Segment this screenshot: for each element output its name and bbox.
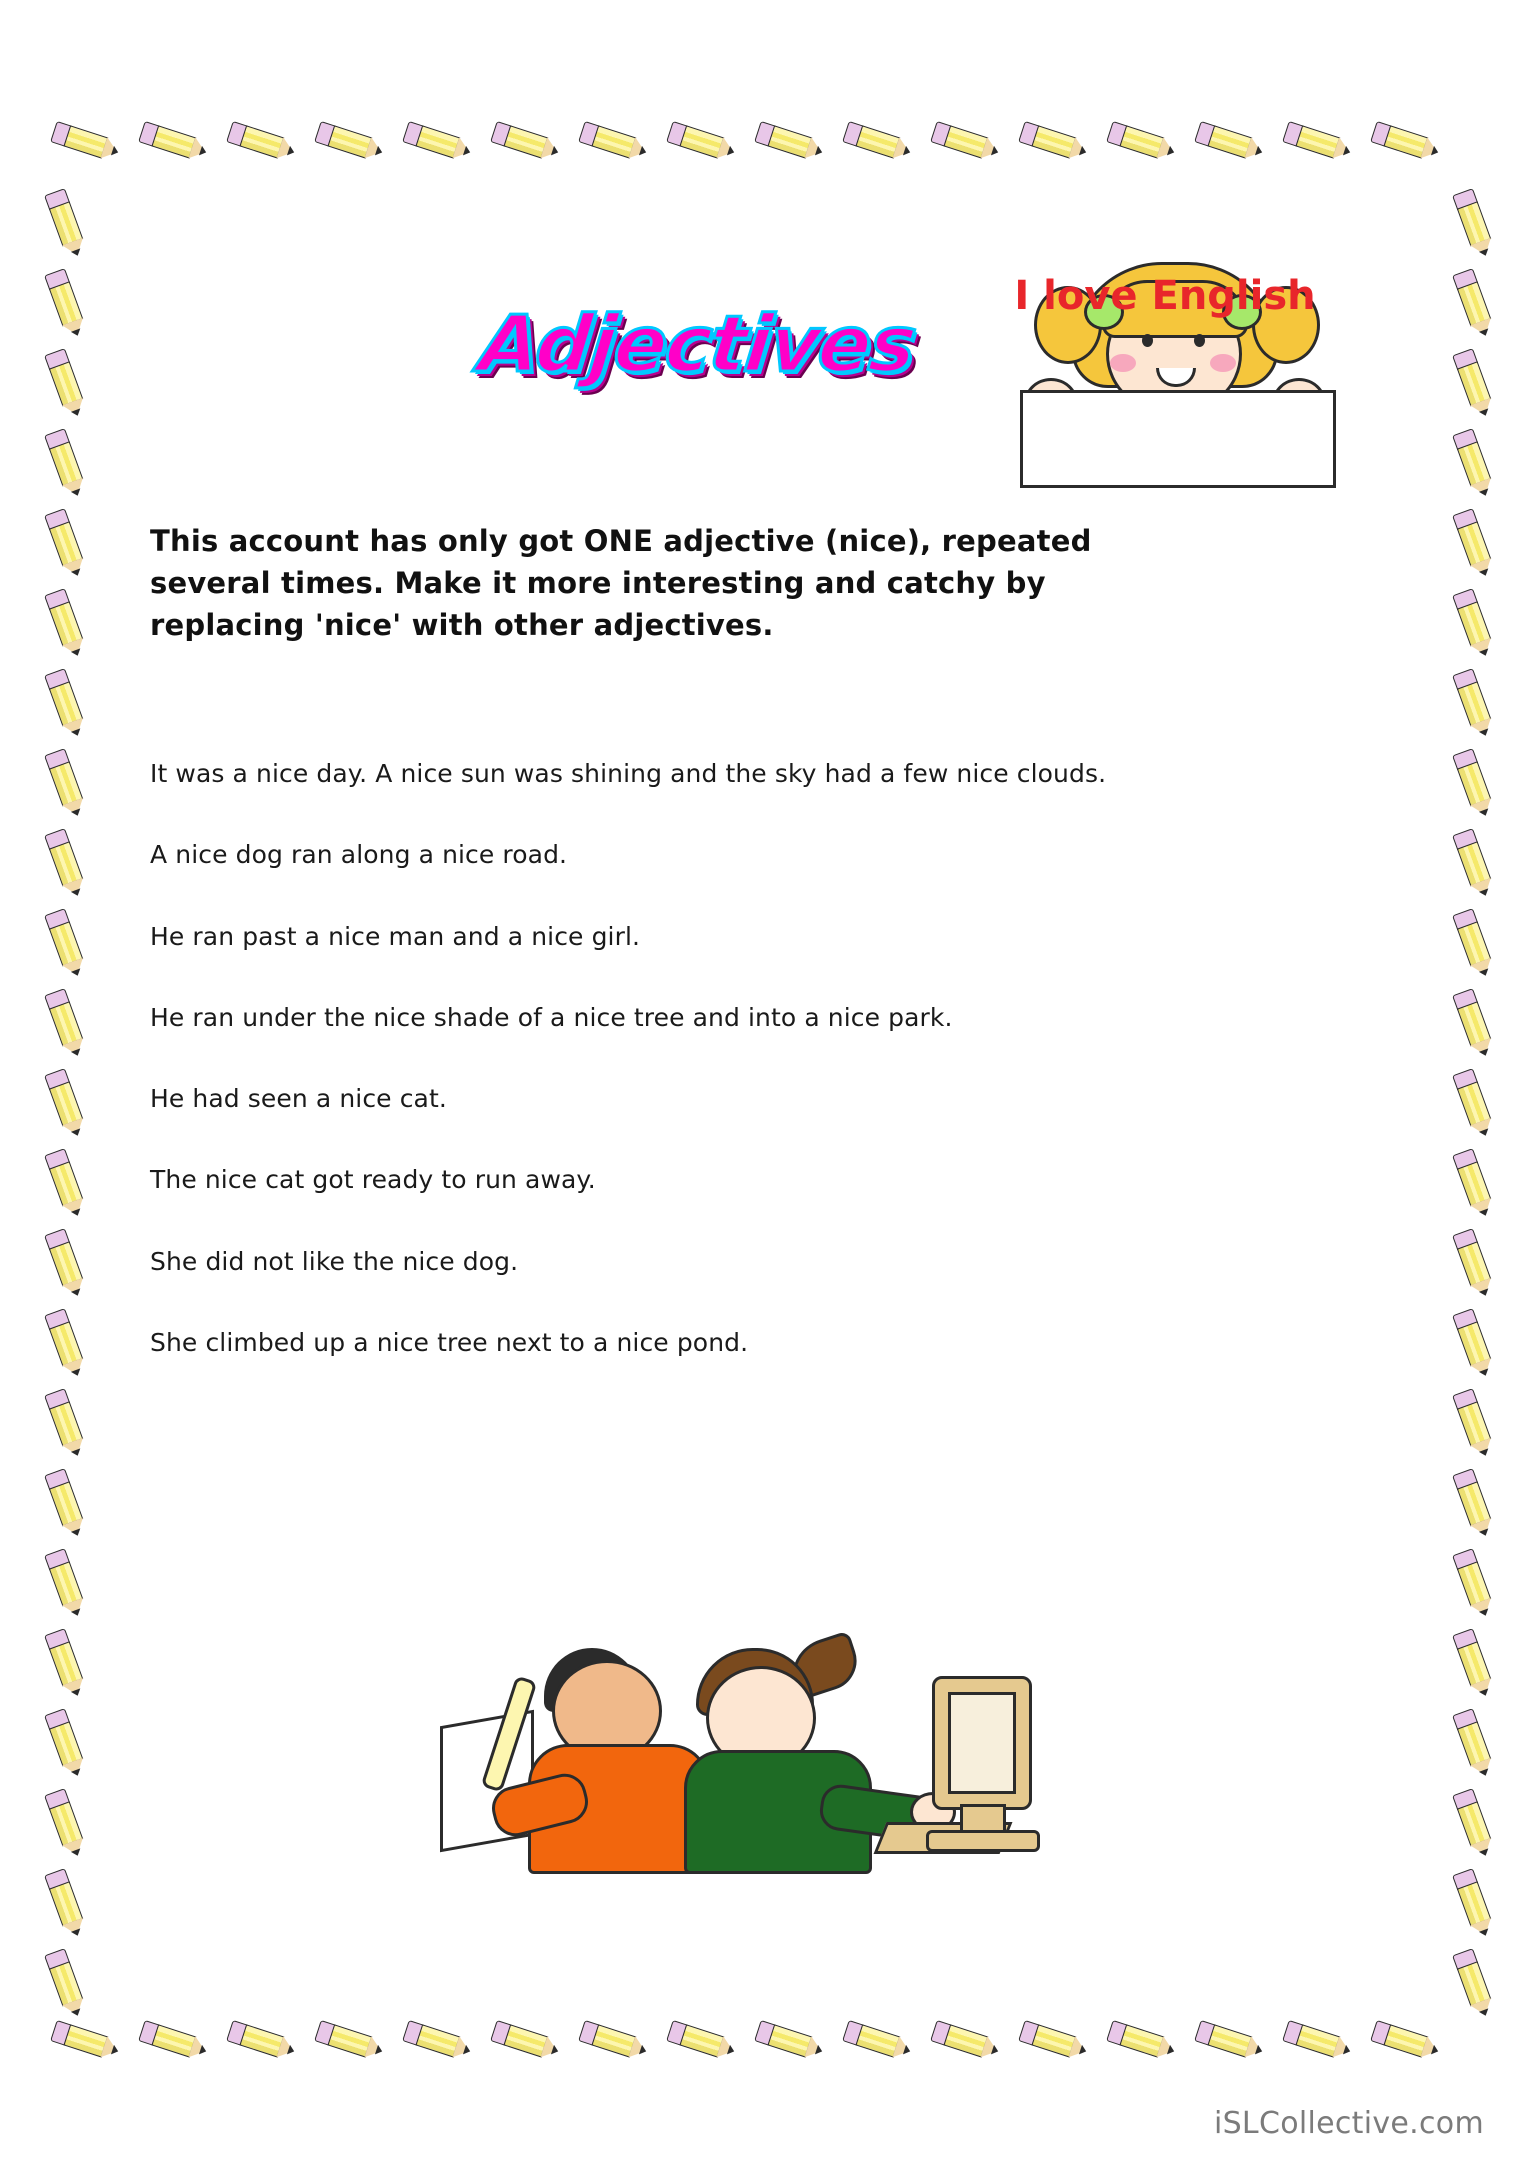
pencil-border-icon <box>1018 121 1084 161</box>
pencil-border-icon <box>1282 121 1348 161</box>
pencil-border-icon <box>44 268 86 334</box>
pencil-border-icon <box>44 428 86 494</box>
pencil-border-icon <box>1452 188 1494 254</box>
pencil-border-icon <box>44 748 86 814</box>
pencil-border-icon <box>842 2020 908 2060</box>
girl-mascot-illustration <box>1010 250 1340 510</box>
girl-sign-label: I love English <box>1014 273 1316 319</box>
pencil-border-icon <box>44 1468 86 1534</box>
pencil-border-icon <box>44 348 86 414</box>
pencil-border-icon <box>1194 121 1260 161</box>
pencil-border-icon <box>578 121 644 161</box>
sentence-line: He had seen a nice cat. <box>150 1084 447 1114</box>
girl-cheek-right <box>1210 354 1236 372</box>
monitor-base <box>926 1830 1040 1852</box>
pencil-border-icon <box>1452 508 1494 574</box>
pencil-border-icon <box>44 508 86 574</box>
girl-cheek-left <box>1110 354 1136 372</box>
pencil-border-icon <box>44 188 86 254</box>
pencil-border-icon <box>1452 1148 1494 1214</box>
pencil-border-icon <box>1106 121 1172 161</box>
pencil-border-icon <box>44 828 86 894</box>
pencil-border-icon <box>314 2020 380 2060</box>
pencil-border-icon <box>226 121 292 161</box>
pencil-border-icon <box>1452 828 1494 894</box>
girl-sign-board <box>1020 390 1336 488</box>
pencil-border-icon <box>44 1628 86 1694</box>
pencil-border-icon <box>666 2020 732 2060</box>
pencil-border-icon <box>666 121 732 161</box>
pencil-border-icon <box>1194 2020 1260 2060</box>
pencil-border-icon <box>50 2020 116 2060</box>
pencil-border-icon <box>226 2020 292 2060</box>
pencil-border-icon <box>44 1148 86 1214</box>
pencil-border-icon <box>44 1708 86 1774</box>
pencil-border-icon <box>1282 2020 1348 2060</box>
worksheet-content <box>150 250 1380 1408</box>
page-title: Adjectives <box>475 300 919 390</box>
pencil-border-icon <box>44 908 86 974</box>
pencil-border-icon <box>1452 1788 1494 1854</box>
monitor-screen <box>948 1692 1016 1794</box>
pencil-border-icon <box>1452 1308 1494 1374</box>
pencil-border-icon <box>1452 1628 1494 1694</box>
title-row <box>150 250 1380 510</box>
pencil-border-icon <box>1452 748 1494 814</box>
pencil-border-icon <box>754 121 820 161</box>
pencil-border-icon <box>1452 1548 1494 1614</box>
sentence-line: It was a nice day. A nice sun was shining and the sky had a few nice clouds. <box>150 759 1107 789</box>
pencil-border-icon <box>44 588 86 654</box>
pencil-border-icon <box>44 1788 86 1854</box>
pencil-border-icon <box>1452 908 1494 974</box>
pencil-border-icon <box>44 1388 86 1454</box>
pencil-border-icon <box>842 121 908 161</box>
pencil-border-icon <box>1452 1948 1494 2014</box>
kids-at-computer-illustration <box>440 1640 1060 1870</box>
pencil-border-icon <box>930 121 996 161</box>
pencil-border-icon <box>1370 121 1436 161</box>
pencil-border-icon <box>930 2020 996 2060</box>
sentence-list <box>150 758 1380 1358</box>
pencil-border-icon <box>578 2020 644 2060</box>
pencil-border-icon <box>1018 2020 1084 2060</box>
pencil-border-icon <box>402 2020 468 2060</box>
pencil-border-icon <box>1452 348 1494 414</box>
pencil-border-icon <box>402 121 468 161</box>
pencil-border-icon <box>1452 268 1494 334</box>
pencil-border-icon <box>490 121 556 161</box>
pencil-border-icon <box>44 1308 86 1374</box>
sentence-line: A nice dog ran along a nice road. <box>150 840 568 870</box>
pencil-border-icon <box>1452 1468 1494 1534</box>
pencil-border-icon <box>138 2020 204 2060</box>
pencil-border-icon <box>490 2020 556 2060</box>
sentence-line: He ran past a nice man and a nice girl. <box>150 921 641 951</box>
pencil-border-icon <box>1452 1228 1494 1294</box>
sentence-line: She climbed up a nice tree next to a nice pond. <box>150 1327 749 1357</box>
pencil-border-icon <box>44 668 86 734</box>
pencil-border-icon <box>44 1948 86 2014</box>
site-watermark: iSLCollective.com <box>1213 2106 1484 2141</box>
pencil-border-icon <box>1452 668 1494 734</box>
pencil-border-icon <box>44 1228 86 1294</box>
pencil-border-icon <box>1370 2020 1436 2060</box>
pencil-border-icon <box>1452 1708 1494 1774</box>
pencil-border-icon <box>44 988 86 1054</box>
pencil-border-icon <box>314 121 380 161</box>
pencil-border-icon <box>1452 1388 1494 1454</box>
pencil-border-icon <box>138 121 204 161</box>
pencil-border-icon <box>44 1068 86 1134</box>
pencil-border-icon <box>754 2020 820 2060</box>
pencil-border-icon <box>50 121 116 161</box>
pencil-border-icon <box>44 1868 86 1934</box>
pencil-border-icon <box>1452 988 1494 1054</box>
pencil-border-icon <box>1452 428 1494 494</box>
instructions-text: This account has only got ONE adjective (nice), repeated several times. Make it more interesting and catchy by replacing 'nice' with other adjectives. <box>150 524 1092 643</box>
sentence-line: The nice cat got ready to run away. <box>150 1165 596 1195</box>
pencil-border-icon <box>44 1548 86 1614</box>
pencil-border-icon <box>1452 588 1494 654</box>
pencil-border-icon <box>1106 2020 1172 2060</box>
pencil-border-icon <box>1452 1068 1494 1134</box>
sentence-line: She did not like the nice dog. <box>150 1246 519 1276</box>
pencil-border-icon <box>1452 1868 1494 1934</box>
sentence-line: He ran under the nice shade of a nice tree and into a nice park. <box>150 1002 953 1032</box>
